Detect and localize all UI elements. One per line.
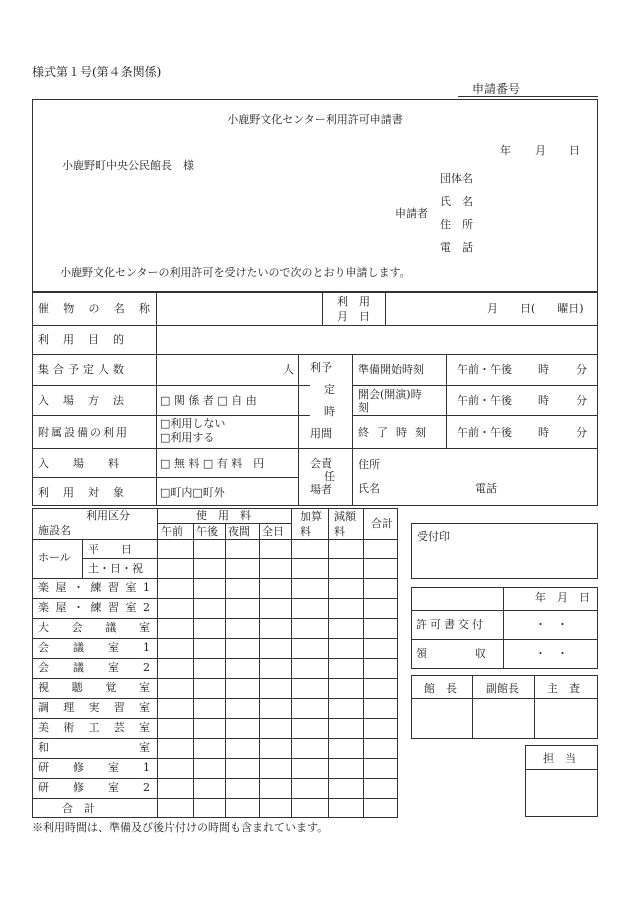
target-options[interactable]: □町内□町外 <box>160 486 225 499</box>
night-label: 夜間 <box>228 525 250 538</box>
planned-time-label-1: 利予 <box>310 361 332 374</box>
fee-column-line <box>363 508 364 818</box>
discount-label-1: 減額 <box>334 510 356 523</box>
end-hour-unit: 時 <box>538 426 549 439</box>
entrance-fee-label: 入場料 <box>38 457 143 470</box>
receipt-stamp-label: 受付印 <box>417 530 450 543</box>
event-name-label: 催 物 の 名 称 <box>38 302 150 315</box>
application-number-label: 申請番号 <box>472 82 521 96</box>
form-title: 小鹿野文化センター利用許可申請書 <box>227 113 403 126</box>
opening-label-2: 刻 <box>358 401 369 414</box>
fee-row-label: 楽 屋 ・ 練 習 室 2 <box>38 601 150 614</box>
prep-hour-unit: 時 <box>538 363 549 376</box>
fee-row-line <box>32 638 398 639</box>
usage-date-label-2: 月 日 <box>337 310 370 323</box>
address-label: 住 所 <box>440 218 473 231</box>
addressee: 小鹿野町中央公民館長 様 <box>62 159 194 172</box>
fee-row-label: 会 議 室 1 <box>38 641 150 654</box>
responsible-label-3: 場者 <box>310 483 332 496</box>
prep-ampm: 午前・午後 <box>457 363 512 376</box>
fee-row-line <box>32 758 398 759</box>
responsible-label-2: 任 <box>324 470 335 483</box>
hall-row-line <box>82 558 398 559</box>
fee-row-label: 大 会 議 室 <box>38 621 150 634</box>
fee-row-label: 会 議 室 2 <box>38 661 150 674</box>
equipment-yes-checkbox[interactable]: □利用する <box>160 431 215 444</box>
received-label: 領収 <box>416 647 534 660</box>
fee-column-line <box>157 508 158 818</box>
fee-row-line <box>32 578 398 579</box>
intro-box <box>32 99 598 292</box>
fee-row-line <box>32 598 398 599</box>
applicant-label: 申請者 <box>395 207 428 220</box>
fee-row-label: 楽 屋 ・ 練 習 室 1 <box>38 581 150 594</box>
planned-time-label-4: 用間 <box>310 427 332 440</box>
received-dots: ・ ・ <box>535 647 568 660</box>
end-ampm: 午前・午後 <box>457 426 512 439</box>
admission-options[interactable]: □ 関 係 者 □ 自 由 <box>160 394 257 407</box>
facility-label: 施設名 <box>38 524 71 537</box>
issue-date-header: 年 月 日 <box>535 591 590 604</box>
admission-method-label: 入場方法 <box>38 394 138 407</box>
phone-label: 電 話 <box>440 241 473 254</box>
weekday-label: 平 日 <box>88 543 132 556</box>
date-month: 月 <box>535 144 546 157</box>
usage-fee-label: 使 用 料 <box>196 509 251 522</box>
afternoon-label: 午後 <box>196 525 218 538</box>
fee-row-label: 研 修 室 1 <box>38 761 150 774</box>
fee-row-label: 視 聴 覚 室 <box>38 681 150 694</box>
chief-label: 主 査 <box>547 682 580 695</box>
usage-date-value: 月 日( 曜日) <box>487 302 584 315</box>
grand-total-label: 合 計 <box>62 802 95 815</box>
equipment-no-checkbox[interactable]: □利用しない <box>160 417 226 430</box>
group-name-label: 団体名 <box>440 172 473 185</box>
target-label: 利用対象 <box>38 486 138 499</box>
fee-row-line <box>32 618 398 619</box>
all-day-label: 全日 <box>262 525 284 538</box>
fee-row-label: 和 室 <box>38 741 150 754</box>
vice-director-label: 副館長 <box>486 682 519 695</box>
fee-row-line <box>32 778 398 779</box>
prep-minute-unit: 分 <box>576 363 587 376</box>
fee-row-label: 研 修 室 2 <box>38 781 150 794</box>
director-label: 館 長 <box>424 682 457 695</box>
discount-label-2: 料 <box>334 525 345 538</box>
purpose-label: 利用目的 <box>38 333 138 346</box>
planned-time-label-3: 時 <box>324 405 335 418</box>
fee-row-line <box>32 738 398 739</box>
footnote: ※利用時間は、準備及び後片付けの時間も含まれています。 <box>32 821 329 834</box>
fee-row-line <box>32 718 398 719</box>
application-number-line <box>458 96 598 97</box>
usage-date-label-1: 利 用 <box>337 295 370 308</box>
date-year: 年 <box>500 144 511 157</box>
planned-time-label-2: 定 <box>324 383 335 396</box>
fee-row-line <box>32 678 398 679</box>
opening-ampm: 午前・午後 <box>457 394 512 407</box>
equipment-label: 附属設備の利用 <box>38 426 129 439</box>
responsible-address-label: 住所 <box>358 458 380 471</box>
permit-issue-label: 許可書交付 <box>416 618 486 631</box>
statement: 小鹿野文化センターの利用許可を受けたいので次のとおり申請します。 <box>60 266 411 279</box>
fee-row-line <box>32 698 398 699</box>
weekend-label: 土・日・祝 <box>88 562 143 575</box>
category-label: 利用区分 <box>86 509 130 522</box>
surcharge-label-1: 加算 <box>300 510 322 523</box>
surcharge-label-2: 料 <box>300 525 311 538</box>
expected-count-label: 集合予定人数 <box>38 363 128 376</box>
hall-label: ホール <box>38 551 71 564</box>
fee-column-line <box>328 508 329 818</box>
responsible-label-1: 会責 <box>310 457 332 470</box>
fee-column-line <box>259 523 260 818</box>
permit-issue-dots: ・ ・ <box>535 618 568 631</box>
name-label: 氏 名 <box>440 195 473 208</box>
opening-label-1: 開会(開演)時 <box>358 388 422 401</box>
fee-row-label: 美 術 工 芸 室 <box>38 721 150 734</box>
fee-row-line <box>32 658 398 659</box>
responsible-phone-label: 電話 <box>475 482 497 495</box>
persons-unit: 人 <box>283 363 294 376</box>
person-in-charge-label: 担 当 <box>543 752 576 765</box>
prep-start-label: 準備開始時刻 <box>358 363 424 376</box>
end-time-label: 終了時刻 <box>358 426 434 439</box>
fee-row-label: 調 理 実 習 室 <box>38 701 150 714</box>
opening-hour-unit: 時 <box>538 394 549 407</box>
total-col-label: 合計 <box>371 517 393 530</box>
fee-column-line <box>193 523 194 818</box>
responsible-name-label: 氏名 <box>358 482 380 495</box>
date-day: 日 <box>569 144 580 157</box>
end-minute-unit: 分 <box>576 426 587 439</box>
morning-label: 午前 <box>161 525 183 538</box>
form-number: 様式第１号(第４条関係) <box>32 65 162 79</box>
fee-column-line <box>291 508 292 818</box>
fee-options[interactable]: □ 無 料 □ 有 料 円 <box>160 457 265 470</box>
fee-column-line <box>225 523 226 818</box>
fee-row-line <box>32 798 398 799</box>
opening-minute-unit: 分 <box>576 394 587 407</box>
